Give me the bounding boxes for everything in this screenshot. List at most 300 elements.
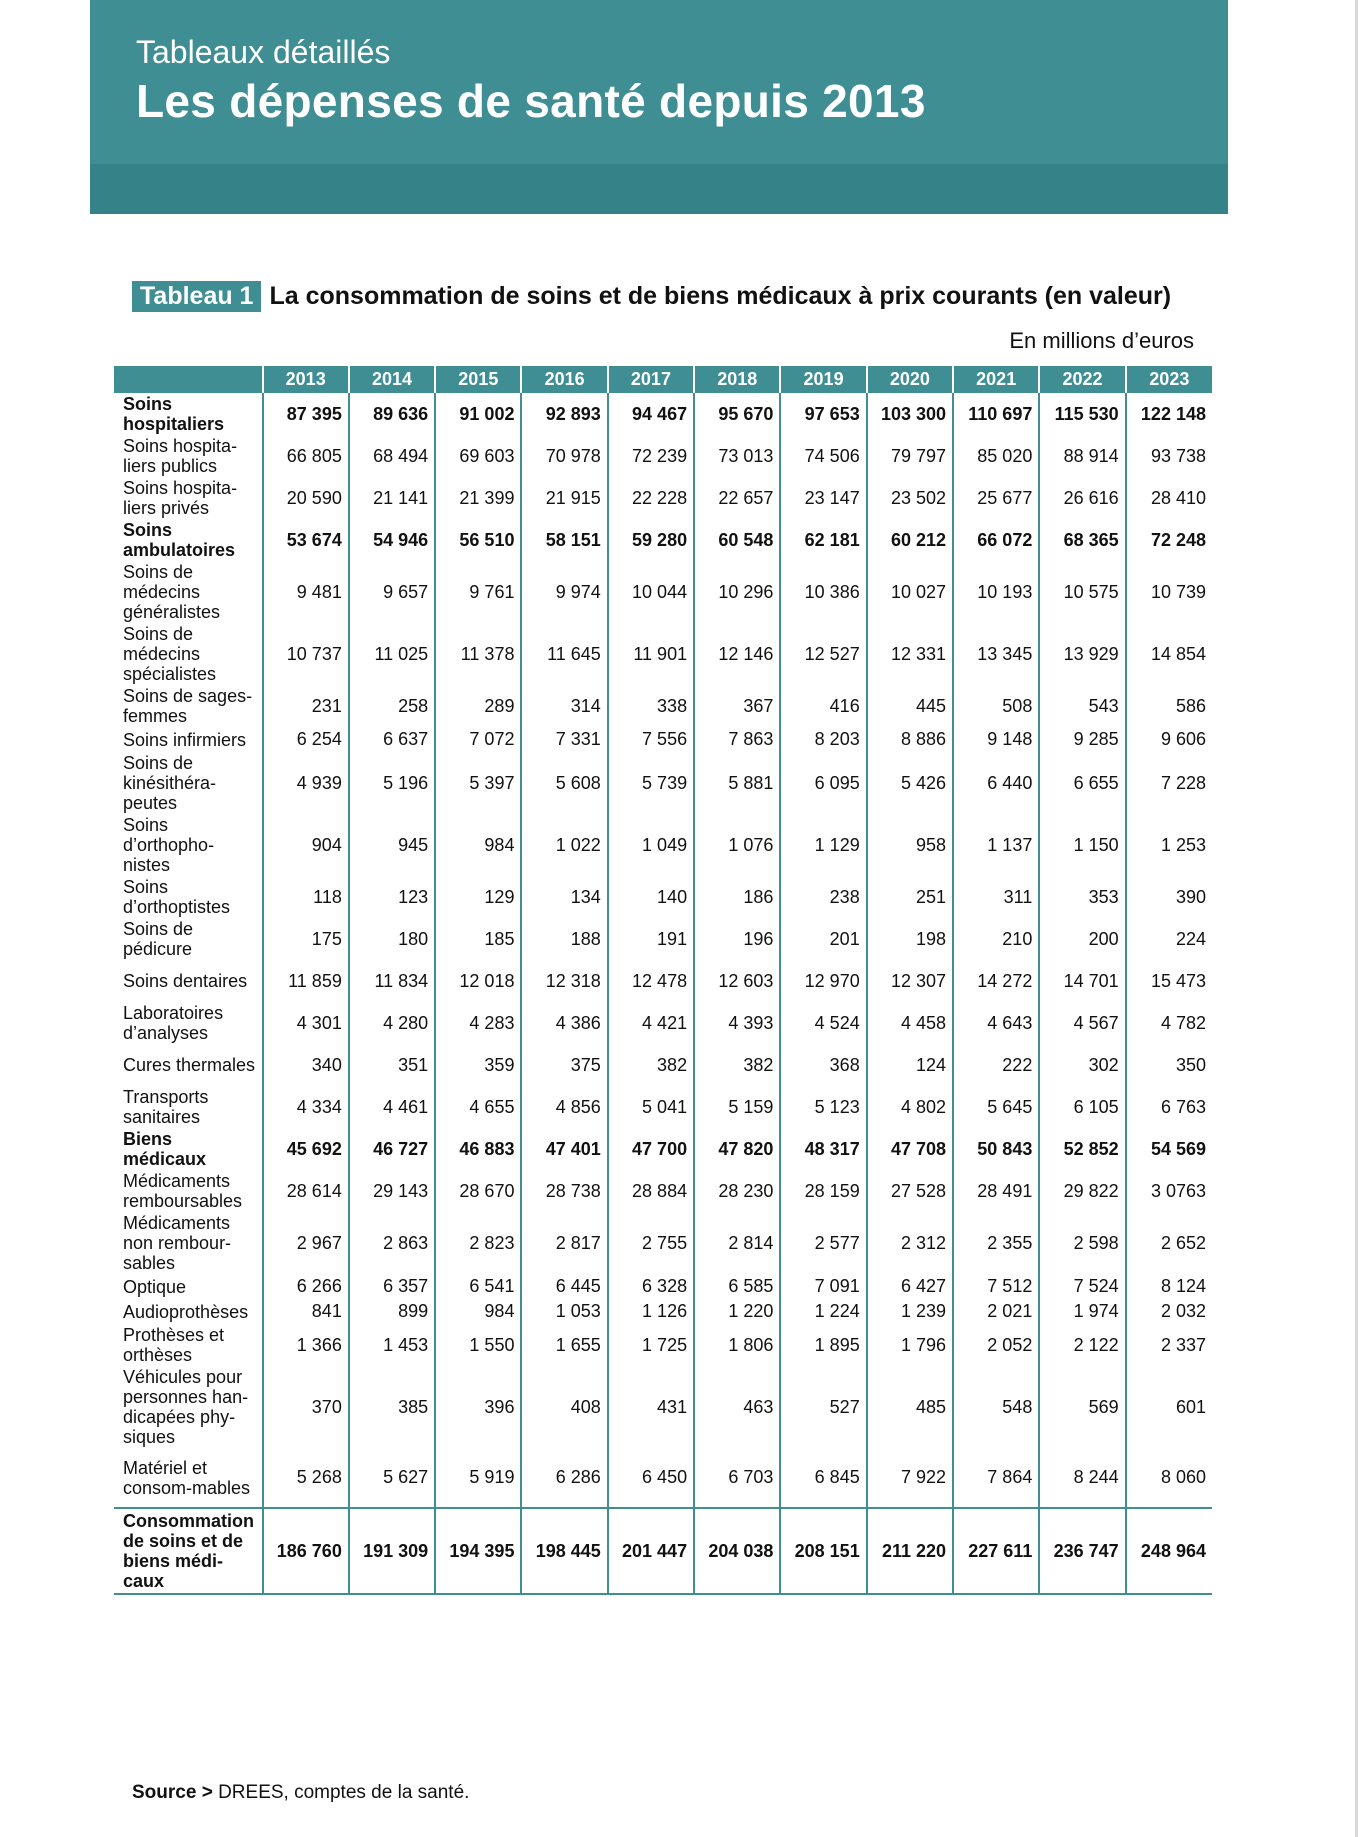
cell-2019: 6 845 — [780, 1448, 866, 1508]
cell-2015: 359 — [435, 1044, 521, 1086]
cell-2014: 899 — [349, 1299, 435, 1324]
table-row — [114, 1274, 1212, 1299]
table-row — [114, 623, 1212, 685]
cell-2015: 9 761 — [435, 561, 521, 623]
cell-2013: 1 366 — [263, 1324, 349, 1366]
cell-2013: 10 737 — [263, 623, 349, 685]
cell-2021: 222 — [953, 1044, 1039, 1086]
cell-2018: 12 603 — [694, 960, 780, 1002]
cell-2022: 236 747 — [1039, 1508, 1125, 1594]
page-title: Les dépenses de santé depuis 2013 — [136, 75, 926, 127]
cell-2023: 14 854 — [1126, 623, 1212, 685]
cell-2019: 7 091 — [780, 1274, 866, 1299]
cell-2023: 15 473 — [1126, 960, 1212, 1002]
cell-2020: 27 528 — [867, 1170, 953, 1212]
cell-2014: 11 834 — [349, 960, 435, 1002]
row-label: Soins dentaires — [123, 971, 248, 991]
cell-2013: 53 674 — [263, 519, 349, 561]
cell-2019: 416 — [780, 685, 866, 727]
cell-2015: 7 072 — [435, 727, 521, 752]
cell-2016: 58 151 — [521, 519, 607, 561]
cell-2023: 2 337 — [1126, 1324, 1212, 1366]
source-prefix: Source > — [132, 1782, 213, 1803]
cell-2019: 1 895 — [780, 1324, 866, 1366]
cell-2023: 2 652 — [1126, 1212, 1212, 1274]
cell-2021: 7 864 — [953, 1448, 1039, 1508]
cell-2023: 586 — [1126, 685, 1212, 727]
cell-2015: 91 002 — [435, 393, 521, 435]
table-row — [114, 477, 1212, 519]
cell-2018: 1 076 — [694, 814, 780, 876]
row-label: Soins de kinésithéra-peutes — [123, 753, 217, 813]
cell-2017: 59 280 — [608, 519, 694, 561]
cell-2018: 6 585 — [694, 1274, 780, 1299]
cell-2017: 72 239 — [608, 435, 694, 477]
year-header-2019: 2019 — [780, 366, 866, 393]
cell-2020: 8 886 — [867, 727, 953, 752]
cell-2023: 9 606 — [1126, 727, 1212, 752]
cell-2013: 11 859 — [263, 960, 349, 1002]
cell-2016: 21 915 — [521, 477, 607, 519]
cell-2018: 12 146 — [694, 623, 780, 685]
cell-2013: 340 — [263, 1044, 349, 1086]
cell-2018: 1 220 — [694, 1299, 780, 1324]
cell-2023: 248 964 — [1126, 1508, 1212, 1594]
cell-2023: 390 — [1126, 876, 1212, 918]
cell-2018: 95 670 — [694, 393, 780, 435]
cell-2014: 191 309 — [349, 1508, 435, 1594]
cell-2021: 2 021 — [953, 1299, 1039, 1324]
cell-2015: 2 823 — [435, 1212, 521, 1274]
cell-2019: 74 506 — [780, 435, 866, 477]
cell-2014: 180 — [349, 918, 435, 960]
cell-2023: 1 253 — [1126, 814, 1212, 876]
cell-2021: 2 052 — [953, 1324, 1039, 1366]
cell-2017: 1 725 — [608, 1324, 694, 1366]
table-row — [114, 960, 1212, 1002]
cell-2019: 12 970 — [780, 960, 866, 1002]
cell-2022: 200 — [1039, 918, 1125, 960]
cell-2014: 2 863 — [349, 1212, 435, 1274]
cell-2023: 10 739 — [1126, 561, 1212, 623]
cell-2022: 543 — [1039, 685, 1125, 727]
cell-2021: 2 355 — [953, 1212, 1039, 1274]
cell-2022: 6 655 — [1039, 752, 1125, 814]
cell-2017: 2 755 — [608, 1212, 694, 1274]
cell-2015: 1 550 — [435, 1324, 521, 1366]
cell-2017: 7 556 — [608, 727, 694, 752]
cell-2015: 984 — [435, 1299, 521, 1324]
table-row — [114, 685, 1212, 727]
cell-2015: 56 510 — [435, 519, 521, 561]
table-row — [114, 1044, 1212, 1086]
cell-2016: 1 053 — [521, 1299, 607, 1324]
cell-2013: 45 692 — [263, 1128, 349, 1170]
cell-2022: 52 852 — [1039, 1128, 1125, 1170]
cell-2013: 28 614 — [263, 1170, 349, 1212]
row-label: Biens médicaux — [123, 1129, 207, 1169]
cell-2021: 9 148 — [953, 727, 1039, 752]
cell-2017: 140 — [608, 876, 694, 918]
cell-2013: 231 — [263, 685, 349, 727]
cell-2019: 28 159 — [780, 1170, 866, 1212]
source-note — [132, 1782, 469, 1804]
cell-2016: 4 386 — [521, 1002, 607, 1044]
cell-2021: 508 — [953, 685, 1039, 727]
cell-2020: 47 708 — [867, 1128, 953, 1170]
row-label: Médicaments remboursables — [123, 1171, 243, 1211]
cell-2020: 198 — [867, 918, 953, 960]
cell-2020: 23 502 — [867, 477, 953, 519]
cell-2017: 6 328 — [608, 1274, 694, 1299]
table-row — [114, 1448, 1212, 1508]
cell-2013: 4 301 — [263, 1002, 349, 1044]
cell-2013: 4 334 — [263, 1086, 349, 1128]
table-row — [114, 1299, 1212, 1324]
cell-2020: 4 802 — [867, 1086, 953, 1128]
table-row — [114, 435, 1212, 477]
cell-2013: 20 590 — [263, 477, 349, 519]
cell-2022: 4 567 — [1039, 1002, 1125, 1044]
cell-2021: 1 137 — [953, 814, 1039, 876]
cell-2017: 5 041 — [608, 1086, 694, 1128]
row-label: Consommation de soins et de biens médi-caux — [114, 1508, 263, 1594]
cell-2017: 1 049 — [608, 814, 694, 876]
cell-2015: 6 541 — [435, 1274, 521, 1299]
row-label: Soins de pédicure — [123, 919, 194, 959]
cell-2013: 87 395 — [263, 393, 349, 435]
cell-2015: 396 — [435, 1366, 521, 1448]
cell-2017: 4 421 — [608, 1002, 694, 1044]
row-label: Soins de sages-femmes — [123, 686, 253, 726]
cell-2019: 2 577 — [780, 1212, 866, 1274]
table-row — [114, 561, 1212, 623]
table-row — [114, 752, 1212, 814]
table-tag: Tableau 1 — [132, 281, 261, 312]
cell-2018: 5 881 — [694, 752, 780, 814]
row-label: Prothèses et orthèses — [123, 1325, 225, 1365]
cell-2019: 4 524 — [780, 1002, 866, 1044]
cell-2016: 198 445 — [521, 1508, 607, 1594]
cell-2019: 208 151 — [780, 1508, 866, 1594]
cell-2018: 204 038 — [694, 1508, 780, 1594]
row-label: Laboratoires d’analyses — [123, 1003, 224, 1043]
cell-2013: 2 967 — [263, 1212, 349, 1274]
row-label: Audioprothèses — [123, 1301, 249, 1322]
cell-2022: 10 575 — [1039, 561, 1125, 623]
row-label: Médicaments non rembour-sables — [123, 1213, 232, 1273]
year-header-2013: 2013 — [263, 366, 349, 393]
table-row — [114, 1128, 1212, 1170]
cell-2020: 445 — [867, 685, 953, 727]
cell-2014: 123 — [349, 876, 435, 918]
cell-2016: 12 318 — [521, 960, 607, 1002]
cell-2021: 10 193 — [953, 561, 1039, 623]
cell-2022: 302 — [1039, 1044, 1125, 1086]
cell-2014: 21 141 — [349, 477, 435, 519]
table-row — [114, 1002, 1212, 1044]
cell-2023: 122 148 — [1126, 393, 1212, 435]
cell-2020: 958 — [867, 814, 953, 876]
cell-2017: 28 884 — [608, 1170, 694, 1212]
cell-2015: 5 919 — [435, 1448, 521, 1508]
cell-2020: 211 220 — [867, 1508, 953, 1594]
cell-2018: 22 657 — [694, 477, 780, 519]
row-label: Soins ambulatoires — [123, 520, 236, 560]
table-row — [114, 1324, 1212, 1366]
cell-2022: 1 974 — [1039, 1299, 1125, 1324]
cell-2022: 13 929 — [1039, 623, 1125, 685]
cell-2017: 12 478 — [608, 960, 694, 1002]
cell-2014: 385 — [349, 1366, 435, 1448]
cell-2016: 375 — [521, 1044, 607, 1086]
cell-2023: 8 124 — [1126, 1274, 1212, 1299]
cell-2021: 14 272 — [953, 960, 1039, 1002]
cell-2015: 289 — [435, 685, 521, 727]
table-units: En millions d’euros — [1009, 328, 1194, 353]
cell-2015: 4 655 — [435, 1086, 521, 1128]
year-header-2020: 2020 — [867, 366, 953, 393]
cell-2013: 841 — [263, 1299, 349, 1324]
cell-2019: 12 527 — [780, 623, 866, 685]
table-row — [114, 1366, 1212, 1448]
row-label: Matériel et consom-mables — [123, 1457, 251, 1498]
cell-2014: 29 143 — [349, 1170, 435, 1212]
cell-2020: 251 — [867, 876, 953, 918]
cell-2023: 72 248 — [1126, 519, 1212, 561]
row-label: Cures thermales — [123, 1055, 256, 1075]
data-table — [114, 366, 1212, 1595]
cell-2018: 28 230 — [694, 1170, 780, 1212]
cell-2018: 1 806 — [694, 1324, 780, 1366]
table-header-row — [114, 366, 1212, 393]
cell-2016: 1 655 — [521, 1324, 607, 1366]
cell-2017: 191 — [608, 918, 694, 960]
table-row — [114, 727, 1212, 752]
cell-2013: 118 — [263, 876, 349, 918]
row-label: Soins d’orthopho-nistes — [123, 815, 215, 875]
cell-2020: 12 331 — [867, 623, 953, 685]
cell-2018: 60 548 — [694, 519, 780, 561]
cell-2017: 431 — [608, 1366, 694, 1448]
cell-2020: 103 300 — [867, 393, 953, 435]
cell-2014: 351 — [349, 1044, 435, 1086]
cell-2023: 2 032 — [1126, 1299, 1212, 1324]
row-label: Soins hospitaliers — [123, 394, 225, 434]
cell-2022: 353 — [1039, 876, 1125, 918]
cell-2017: 94 467 — [608, 393, 694, 435]
year-header-2021: 2021 — [953, 366, 1039, 393]
cell-2022: 569 — [1039, 1366, 1125, 1448]
cell-2023: 54 569 — [1126, 1128, 1212, 1170]
cell-2017: 338 — [608, 685, 694, 727]
row-label: Véhicules pour personnes han-dicapées phy-siques — [123, 1367, 249, 1447]
cell-2017: 201 447 — [608, 1508, 694, 1594]
cell-2021: 110 697 — [953, 393, 1039, 435]
cell-2016: 28 738 — [521, 1170, 607, 1212]
cell-2023: 6 763 — [1126, 1086, 1212, 1128]
cell-2016: 6 286 — [521, 1448, 607, 1508]
cell-2016: 2 817 — [521, 1212, 607, 1274]
cell-2017: 22 228 — [608, 477, 694, 519]
cell-2017: 11 901 — [608, 623, 694, 685]
cell-2020: 1 796 — [867, 1324, 953, 1366]
row-label: Soins infirmiers — [123, 729, 247, 750]
cell-2019: 5 123 — [780, 1086, 866, 1128]
cell-2022: 8 244 — [1039, 1448, 1125, 1508]
cell-2021: 7 512 — [953, 1274, 1039, 1299]
total-row — [114, 1508, 1212, 1594]
row-label: Soins d’orthoptistes — [123, 877, 231, 917]
cell-2021: 548 — [953, 1366, 1039, 1448]
cell-2016: 134 — [521, 876, 607, 918]
row-label: Soins hospita-liers privés — [123, 478, 238, 518]
row-label: Transports sanitaires — [123, 1087, 209, 1127]
cell-2021: 28 491 — [953, 1170, 1039, 1212]
cell-2018: 186 — [694, 876, 780, 918]
cell-2016: 5 608 — [521, 752, 607, 814]
cell-2014: 6 637 — [349, 727, 435, 752]
cell-2017: 5 739 — [608, 752, 694, 814]
row-label: Soins de médecins spécialistes — [123, 624, 217, 684]
cell-2015: 69 603 — [435, 435, 521, 477]
cell-2018: 2 814 — [694, 1212, 780, 1274]
year-header-2023: 2023 — [1126, 366, 1212, 393]
cell-2019: 48 317 — [780, 1128, 866, 1170]
header-corner — [114, 366, 263, 393]
cell-2016: 6 445 — [521, 1274, 607, 1299]
cell-2023: 28 410 — [1126, 477, 1212, 519]
cell-2015: 28 670 — [435, 1170, 521, 1212]
cell-2020: 2 312 — [867, 1212, 953, 1274]
cell-2023: 8 060 — [1126, 1448, 1212, 1508]
cell-2023: 350 — [1126, 1044, 1212, 1086]
cell-2016: 188 — [521, 918, 607, 960]
cell-2023: 224 — [1126, 918, 1212, 960]
cell-2021: 85 020 — [953, 435, 1039, 477]
cell-2023: 4 782 — [1126, 1002, 1212, 1044]
cell-2019: 10 386 — [780, 561, 866, 623]
cell-2015: 129 — [435, 876, 521, 918]
cell-2022: 9 285 — [1039, 727, 1125, 752]
cell-2014: 5 627 — [349, 1448, 435, 1508]
cell-2015: 5 397 — [435, 752, 521, 814]
cell-2017: 10 044 — [608, 561, 694, 623]
cell-2020: 485 — [867, 1366, 953, 1448]
cell-2019: 527 — [780, 1366, 866, 1448]
cell-2021: 210 — [953, 918, 1039, 960]
cell-2019: 97 653 — [780, 393, 866, 435]
cell-2022: 115 530 — [1039, 393, 1125, 435]
row-label: Optique — [123, 1276, 187, 1297]
cell-2021: 311 — [953, 876, 1039, 918]
cell-2019: 23 147 — [780, 477, 866, 519]
cell-2022: 2 598 — [1039, 1212, 1125, 1274]
cell-2019: 62 181 — [780, 519, 866, 561]
year-header-2017: 2017 — [608, 366, 694, 393]
cell-2020: 10 027 — [867, 561, 953, 623]
cell-2019: 368 — [780, 1044, 866, 1086]
cell-2022: 14 701 — [1039, 960, 1125, 1002]
table-title: La consommation de soins et de biens médicaux à prix courants (en valeur) — [269, 281, 1172, 310]
cell-2018: 463 — [694, 1366, 780, 1448]
cell-2016: 11 645 — [521, 623, 607, 685]
cell-2015: 21 399 — [435, 477, 521, 519]
cell-2015: 984 — [435, 814, 521, 876]
cell-2013: 6 254 — [263, 727, 349, 752]
cell-2019: 8 203 — [780, 727, 866, 752]
cell-2023: 3 0763 — [1126, 1170, 1212, 1212]
cell-2021: 227 611 — [953, 1508, 1039, 1594]
table-heading — [132, 280, 1171, 312]
cell-2013: 186 760 — [263, 1508, 349, 1594]
table-row — [114, 918, 1212, 960]
year-header-2015: 2015 — [435, 366, 521, 393]
cell-2020: 1 239 — [867, 1299, 953, 1324]
cell-2021: 25 677 — [953, 477, 1039, 519]
year-header-2016: 2016 — [521, 366, 607, 393]
cell-2016: 314 — [521, 685, 607, 727]
cell-2014: 1 453 — [349, 1324, 435, 1366]
cell-2013: 6 266 — [263, 1274, 349, 1299]
cell-2017: 382 — [608, 1044, 694, 1086]
banner-subtitle: Tableaux détaillés — [136, 34, 391, 70]
cell-2013: 904 — [263, 814, 349, 876]
cell-2013: 4 939 — [263, 752, 349, 814]
cell-2018: 10 296 — [694, 561, 780, 623]
cell-2016: 408 — [521, 1366, 607, 1448]
cell-2014: 46 727 — [349, 1128, 435, 1170]
cell-2020: 5 426 — [867, 752, 953, 814]
cell-2016: 47 401 — [521, 1128, 607, 1170]
cell-2013: 66 805 — [263, 435, 349, 477]
cell-2016: 9 974 — [521, 561, 607, 623]
cell-2014: 5 196 — [349, 752, 435, 814]
cell-2022: 7 524 — [1039, 1274, 1125, 1299]
cell-2014: 89 636 — [349, 393, 435, 435]
cell-2022: 1 150 — [1039, 814, 1125, 876]
cell-2018: 7 863 — [694, 727, 780, 752]
cell-2014: 9 657 — [349, 561, 435, 623]
table-row — [114, 393, 1212, 435]
cell-2022: 26 616 — [1039, 477, 1125, 519]
source-text: DREES, comptes de la santé. — [218, 1782, 470, 1803]
cell-2022: 68 365 — [1039, 519, 1125, 561]
cell-2018: 4 393 — [694, 1002, 780, 1044]
table-row — [114, 519, 1212, 561]
cell-2019: 1 224 — [780, 1299, 866, 1324]
cell-2021: 5 645 — [953, 1086, 1039, 1128]
cell-2019: 1 129 — [780, 814, 866, 876]
cell-2017: 6 450 — [608, 1448, 694, 1508]
cell-2023: 601 — [1126, 1366, 1212, 1448]
cell-2014: 4 461 — [349, 1086, 435, 1128]
cell-2021: 13 345 — [953, 623, 1039, 685]
cell-2020: 12 307 — [867, 960, 953, 1002]
cell-2015: 46 883 — [435, 1128, 521, 1170]
cell-2017: 1 126 — [608, 1299, 694, 1324]
cell-2019: 201 — [780, 918, 866, 960]
cell-2020: 60 212 — [867, 519, 953, 561]
cell-2013: 370 — [263, 1366, 349, 1448]
year-header-2014: 2014 — [349, 366, 435, 393]
cell-2018: 73 013 — [694, 435, 780, 477]
cell-2013: 175 — [263, 918, 349, 960]
cell-2020: 6 427 — [867, 1274, 953, 1299]
cell-2014: 6 357 — [349, 1274, 435, 1299]
cell-2022: 88 914 — [1039, 435, 1125, 477]
header-banner — [90, 0, 1228, 214]
